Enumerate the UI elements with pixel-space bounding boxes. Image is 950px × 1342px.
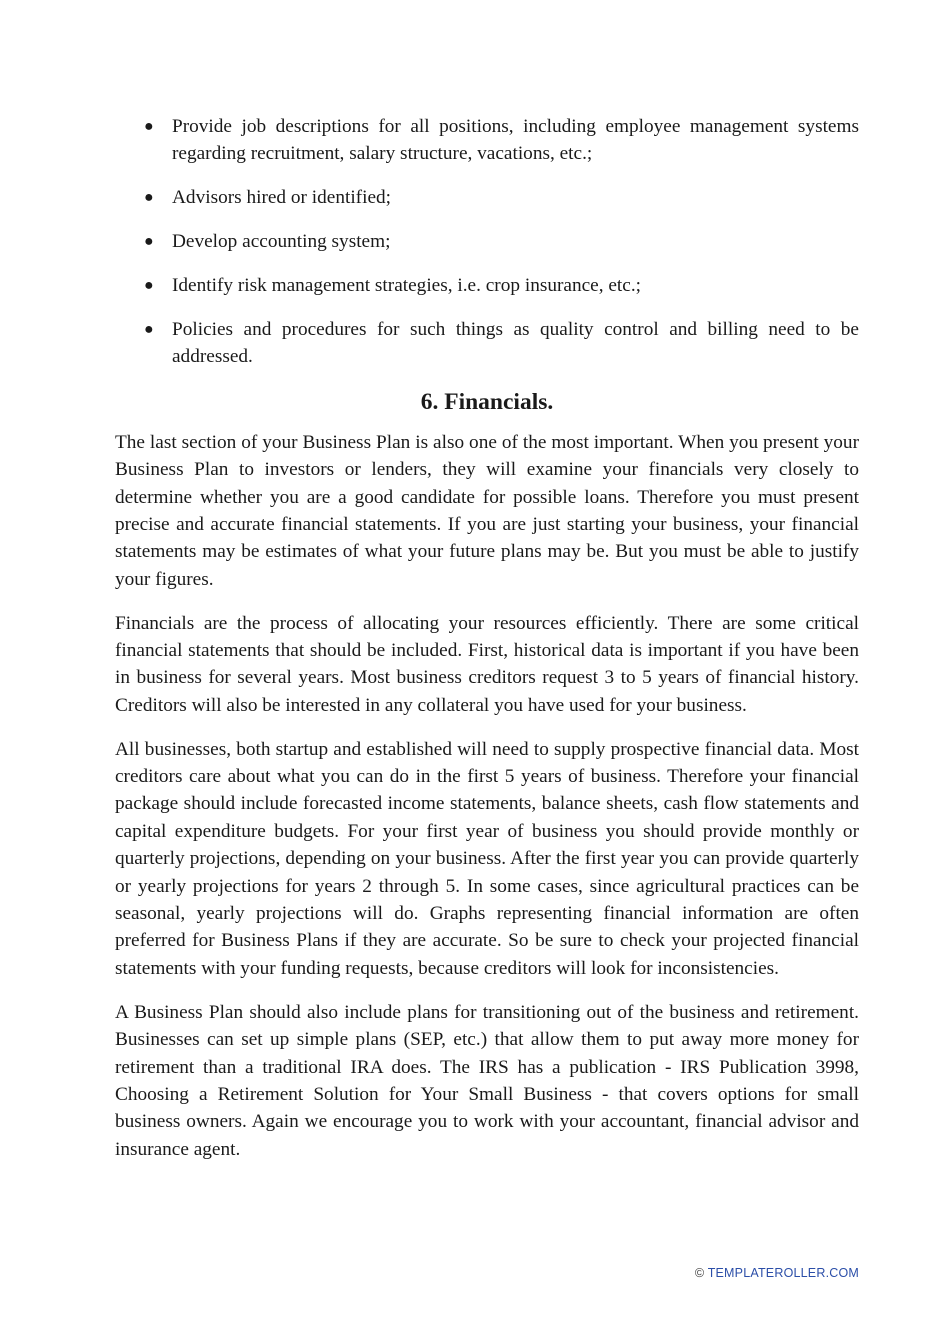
list-item [115, 184, 859, 211]
bullet-icon: ● [144, 276, 154, 294]
bullet-icon: ● [144, 320, 154, 338]
list-item-text: Develop accounting system; [172, 231, 391, 252]
list-item-text: Identify risk management strategies, i.e. crop insurance, etc.; [172, 274, 642, 296]
copyright-icon: © [694, 1266, 705, 1280]
paragraph: A Business Plan should also include plans for transitioning out of the business and retirement. Businesses can set up simple plans (SEP, etc.) that allow them to put away more money for retirement than a traditional IRA does. The IRS has a publication - IRS Publication 3998, Choosing a Retirement Solution for Your Small Business - that covers options for small business owners. Again we encourage you to work with your accountant, financial advisor and insurance agent. [115, 1001, 859, 1160]
list-item-text: Provide job descriptions for all positions, including employee management systems regarding recruitment, salary structure, vacations, etc.; [172, 116, 859, 165]
footer-site-link[interactable]: TEMPLATEROLLER.COM [707, 1266, 859, 1280]
document-page [115, 113, 859, 1180]
bullet-icon: ● [144, 189, 154, 207]
bullet-icon: ● [144, 118, 154, 135]
bullet-icon: ● [144, 233, 154, 250]
paragraph: Financials are the process of allocating your resources efficiently. There are some critical financial statements that should be included. First, historical data is important if you have been in business for several years. Most business creditors request 3 to 5 years of financial history. Creditors will also be interested in any collateral you have used for your business. [115, 612, 859, 716]
list-item-text: Advisors hired or identified; [172, 187, 392, 209]
list-item [115, 272, 859, 299]
list-item-text: Policies and procedures for such things as quality control and billing need to be addressed. [172, 318, 859, 367]
footer [695, 1266, 859, 1280]
list-item [115, 316, 859, 371]
bullet-list [115, 113, 859, 370]
paragraph: All businesses, both startup and established will need to supply prospective financial data. Most creditors care about what you can do in the first 5 years of business. Therefore your financial package should include forecasted income statements, balance sheets, cash flow statements and capital expenditure budgets. For your first year of business you should provide monthly or quarterly projections, depending on your business. After the first year you can provide quarterly or yearly projections for years 2 through 5. In some cases, since agricultural practices can be seasonal, yearly projections will do. Graphs representing financial information are often preferred for Business Plans if they are accurate. So be sure to check your projected financial statements with your funding requests, because creditors will look for inconsistencies. [115, 738, 859, 979]
list-item [115, 113, 859, 168]
paragraph: The last section of your Business Plan is also one of the most important. When you present your Business Plan to investors or lenders, they will examine your financials very closely to determine whether you are a good candidate for possible loans. Therefore you must present precise and accurate financial statements. If you are just starting your business, your financial statements may be estimates of what your future plans may be. But you must be able to justify your figures. [115, 431, 859, 590]
section-heading: 6. Financials. [420, 388, 554, 415]
list-item [115, 228, 859, 255]
